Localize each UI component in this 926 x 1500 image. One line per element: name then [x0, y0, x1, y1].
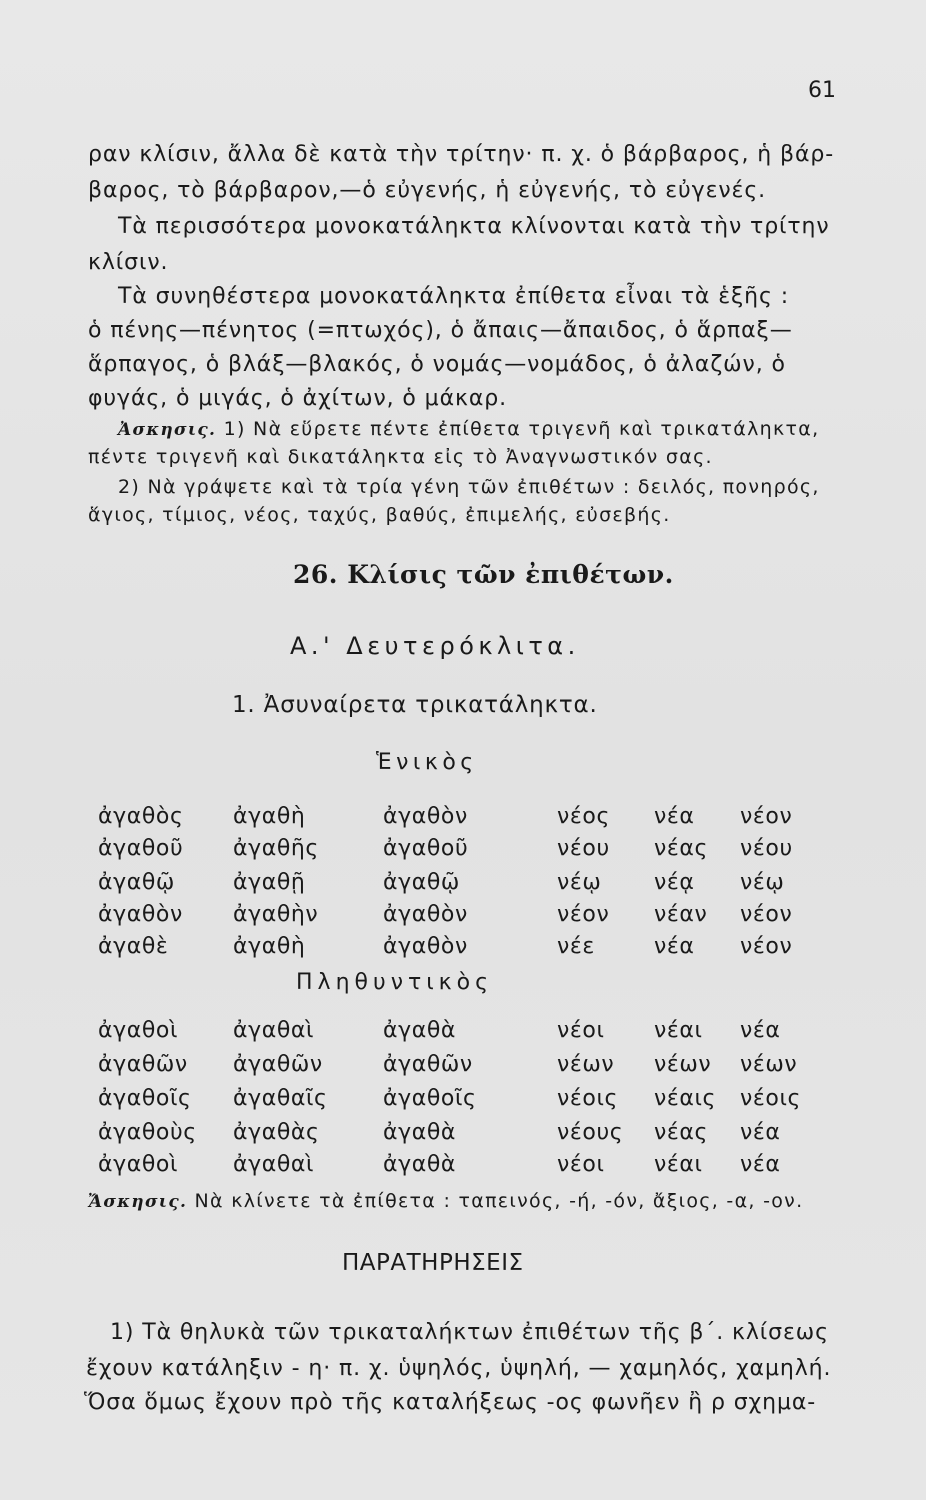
table-cell: ἀγαθαὶ: [233, 1152, 315, 1177]
table-cell: ἀγαθοῦ: [98, 836, 184, 861]
table-cell: νέαι: [654, 1018, 703, 1043]
table-cell: νέα: [654, 804, 695, 829]
table-cell: ἀγαθῷ: [383, 870, 460, 895]
text-line: ραν κλίσιν, ἄλλα δὲ κατὰ τὴν τρίτην· π. χ. ὁ βάρβαρος, ἡ βάρ-: [88, 142, 835, 167]
table-cell: νέοις: [557, 1086, 618, 1111]
table-cell: ἀγαθῆς: [233, 836, 319, 861]
table-cell: νέῳ: [557, 870, 602, 895]
table-cell: ἀγαθὸν: [383, 804, 468, 829]
subsubsection-title: 1. Ἀσυναίρετα τρικατάληκτα.: [232, 692, 598, 718]
text-line: βαρος, τὸ βάρβαρον,—ὁ εὐγενής, ἡ εὐγενής, τὸ εὐγενές.: [88, 178, 767, 203]
page-number: 61: [808, 78, 836, 103]
table-cell: νέοις: [740, 1086, 801, 1111]
table-cell: νέων: [740, 1052, 798, 1077]
exercise-line: [88, 1190, 803, 1212]
exercise-line: ἅγιος, τίμιος, νέος, ταχύς, βαθύς, ἐπιμελής, εὐσεβής.: [88, 504, 671, 526]
table-cell: νέα: [740, 1152, 781, 1177]
table-cell: ἀγαθῶν: [98, 1052, 188, 1077]
table-cell: ἀγαθὸν: [98, 902, 183, 927]
table-cell: ἀγαθῇ: [233, 870, 306, 895]
exercise-label: Ἀσκησις.: [118, 420, 217, 440]
table-cell: νέε: [557, 934, 595, 959]
table-cell: ἀγαθῷ: [98, 870, 175, 895]
table-cell: ἀγαθὴν: [233, 902, 319, 927]
table-cell: ἀγαθὴ: [233, 934, 306, 959]
table-cell: ἀγαθὸν: [383, 902, 468, 927]
table-cell: νέους: [557, 1120, 624, 1145]
table-cell: ἀγαθὰ: [383, 1120, 456, 1145]
table-cell: νέον: [740, 804, 793, 829]
table-cell: νέων: [557, 1052, 615, 1077]
exercise-text: 1) Νὰ εὕρετε πέντε ἐπίθετα τριγενῆ καὶ τρικατάληκτα,: [223, 418, 820, 440]
table-cell: νέαις: [654, 1086, 717, 1111]
table-cell: νέᾳ: [654, 870, 695, 895]
table-cell: ἀγαθοὶ: [98, 1018, 178, 1043]
table-cell: ἀγαθὰ: [383, 1018, 456, 1043]
table-cell: ἀγαθοὶ: [98, 1152, 178, 1177]
table-cell: νέου: [557, 836, 610, 861]
table-cell: νέων: [654, 1052, 712, 1077]
section-title: 26. Κλίσις τῶν ἐπιθέτων.: [293, 560, 674, 589]
table-cell: νέαν: [654, 902, 708, 927]
table-cell: ἀγαθοὺς: [98, 1120, 197, 1145]
table-cell: ἀγαθαὶ: [233, 1018, 315, 1043]
table-cell: νέῳ: [740, 870, 785, 895]
subsection-title: Α.' Δευτερόκλιτα.: [290, 632, 580, 660]
text-line: ἔχουν κατάληξιν - η· π. χ. ὑψηλός, ὑψηλή, — χαμηλός, χαμηλή.: [86, 1356, 832, 1381]
table-cell: ἀγαθὴ: [233, 804, 306, 829]
table-cell: νέος: [557, 804, 610, 829]
table-cell: νέας: [654, 1120, 708, 1145]
table-cell: νέαι: [654, 1152, 703, 1177]
exercise-text: Νὰ κλίνετε τὰ ἐπίθετα : ταπεινός, -ή, -όν, ἄξιος, -α, -ον.: [194, 1190, 804, 1212]
exercise-line: πέντε τριγενῆ καὶ δικατάληκτα εἰς τὸ Ἀναγνωστικόν σας.: [88, 446, 713, 468]
table-cell: ἀγαθῶν: [383, 1052, 473, 1077]
table-cell: ἀγαθὲ: [98, 934, 169, 959]
table-cell: ἀγαθοῖς: [98, 1086, 192, 1111]
table-cell: νέα: [654, 934, 695, 959]
table-cell: ἀγαθὸν: [383, 934, 468, 959]
table-cell: ἀγαθοῦ: [383, 836, 469, 861]
table-cell: νέα: [740, 1120, 781, 1145]
table-cell: νέον: [557, 902, 610, 927]
table-cell: ἀγαθοῖς: [383, 1086, 477, 1111]
table-cell: νέας: [654, 836, 708, 861]
table-cell: ἀγαθαῖς: [233, 1086, 328, 1111]
text-line: φυγάς, ὁ μιγάς, ὁ ἀχίτων, ὁ μάκαρ.: [88, 386, 508, 411]
table-cell: νέον: [740, 902, 793, 927]
table-cell: ἀγαθῶν: [233, 1052, 323, 1077]
plural-heading: Πληθυντικὸς: [296, 970, 494, 995]
table-cell: νέα: [740, 1018, 781, 1043]
text-line: ὁ πένης—πένητος (=πτωχός), ὁ ἄπαις—ἄπαιδος, ὁ ἅρπαξ—: [88, 318, 793, 343]
text-line: ἅρπαγος, ὁ βλάξ—βλακός, ὁ νομάς—νομάδος, ὁ ἀλαζών, ὁ: [88, 352, 786, 377]
table-cell: νέον: [740, 934, 793, 959]
remarks-heading: ΠΑΡΑΤΗΡΗΣΕΙΣ: [342, 1250, 524, 1276]
table-cell: νέου: [740, 836, 793, 861]
table-cell: ἀγαθὸς: [98, 804, 184, 829]
text-line: κλίσιν.: [88, 250, 169, 275]
singular-heading: Ἑνικὸς: [376, 750, 478, 775]
text-line: Ὅσα ὅμως ἔχουν πρὸ τῆς καταλήξεως -ος φωνῆεν ἢ ρ σχημα-: [84, 1390, 817, 1415]
table-cell: ἀγαθὰ: [383, 1152, 456, 1177]
table-cell: ἀγαθὰς: [233, 1120, 320, 1145]
exercise-label: Ἄσκησις.: [88, 1192, 188, 1212]
exercise-line: 2) Νὰ γράψετε καὶ τὰ τρία γένη τῶν ἐπιθέτων : δειλός, πονηρός,: [118, 476, 820, 498]
text-line: Τὰ περισσότερα μονοκατάληκτα κλίνονται κατὰ τὴν τρίτην: [118, 214, 830, 239]
text-line: Τὰ συνηθέστερα μονοκατάληκτα ἐπίθετα εἶναι τὰ ἑξῆς :: [118, 284, 790, 309]
table-cell: νέοι: [557, 1018, 605, 1043]
exercise-line: [118, 418, 819, 440]
text-line: 1) Τὰ θηλυκὰ τῶν τρικαταλήκτων ἐπιθέτων τῆς β΄. κλίσεως: [110, 1320, 829, 1345]
table-cell: νέοι: [557, 1152, 605, 1177]
